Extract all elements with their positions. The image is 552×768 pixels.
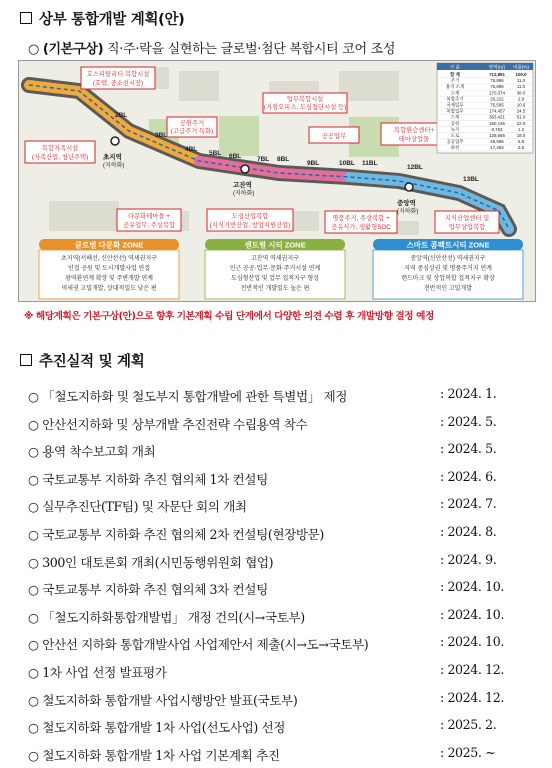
list-item xyxy=(28,686,538,714)
list-item xyxy=(28,410,538,438)
table-cell: 공공업무 xyxy=(446,139,464,145)
list-item xyxy=(28,575,538,603)
list-item-text: ○ 국토교통부 지하화 추진 협의체 3차 컨설팅 xyxy=(28,582,268,598)
zone-desc-line: 도심형산업 및 업무 집적지구 형성 xyxy=(231,276,319,282)
block-label: 4BL xyxy=(185,146,198,153)
table-cell: 22.5 xyxy=(516,120,526,126)
zone-banner-global xyxy=(39,239,179,250)
section-title-text: 추진실적 및 계획 xyxy=(39,354,145,370)
list-item-date: : 2024. 7. xyxy=(440,496,497,512)
list-item-text: ○ 국토교통부 지하화 추진 협의체 2차 컨설팅(현장방문) xyxy=(28,526,324,542)
callout-knowledge-sub: 업무상업복합 xyxy=(448,224,486,231)
table-cell: 합 계 xyxy=(450,72,460,77)
list-item-date: : 2024. 12. xyxy=(440,661,504,677)
zone-desc-line: 고잔역 역세권지구 xyxy=(250,256,300,262)
list-item-text: ○ 철도지하화 통합개발 1차 사업 기본계획 추진 xyxy=(28,747,280,763)
block-label: 8BL xyxy=(277,156,290,163)
station-label-sub: (지하화) xyxy=(233,191,255,197)
table-cell: 712,891 xyxy=(489,72,505,77)
table-cell: 하천 xyxy=(450,145,460,151)
list-item-date: : 2025. 2. xyxy=(440,717,497,733)
table-cell: 76,896 xyxy=(490,78,504,84)
callout-park: 공원주거 xyxy=(179,120,205,127)
section-title-text: 상부 통합개발 계획(안) xyxy=(39,12,185,28)
callout-urban: 도심산업복합 xyxy=(231,213,269,220)
progress-list xyxy=(28,382,538,768)
table-cell: 2.5 xyxy=(517,145,525,151)
table-cell: 10.6 xyxy=(516,102,526,108)
list-item-text: ○ 철도지하화 통합개발 사업시행방안 발표(국토부) xyxy=(28,692,298,708)
table-header: 면적(㎡) xyxy=(488,64,506,70)
table-cell: 100.0 xyxy=(515,72,527,77)
land-use-table xyxy=(437,63,533,153)
list-item-text: ○ 안산선 지하화 통합개발사업 사업제안서 제출(시→도→국토부) xyxy=(28,637,369,653)
table-cell: 도로 xyxy=(450,133,460,138)
list-item-text: ○ 철도지하화 통합개발 1차 사업(선도사업) 선정 xyxy=(28,720,286,736)
callout-hospitality-sub: (호텔, 중소전시장) xyxy=(92,80,144,87)
table-cell: 복합업무 xyxy=(446,108,464,114)
list-item xyxy=(28,741,538,768)
block-label: 9BL xyxy=(307,160,320,167)
list-item xyxy=(28,492,538,520)
table-cell: 17,493 xyxy=(490,145,504,151)
zone-title: 글로벌 다문화 ZONE xyxy=(74,240,144,250)
zone-desc-line: 광역환연계 확장 및 주변개발 연계 xyxy=(65,276,153,282)
plan-note: ※ 해당계획은 기본구상(안)으로 향후 기본계획 수립 단계에서 다양한 의견 수렴 후 개발방향 결정 예정 xyxy=(24,311,434,322)
callout-transfer-center: 복합환승센터+ xyxy=(393,127,435,134)
table-cell: 8,763 xyxy=(491,126,503,132)
zone-desc-line: 인근 공공·업무·문화·주거시설 연계 xyxy=(229,266,321,272)
list-item-text: ○ 용역 착수보고회 개최 xyxy=(28,444,156,460)
station-label: 중앙역 xyxy=(397,200,416,207)
map-illustration xyxy=(19,61,535,301)
table-cell: 11.0 xyxy=(516,78,526,84)
block-label: 3BL xyxy=(155,132,168,139)
callout-park-sub: (고급주거 특화) xyxy=(170,128,214,135)
table-cell: 363,421 xyxy=(489,114,505,120)
zone-desc-line: 초지역(서해선, 신안산선) 역세권지구 xyxy=(61,256,157,262)
table-cell: 11.0 xyxy=(516,84,526,90)
list-item-text: ○ 국토교통부 지하화 추진 협의체 1차 컨설팅 xyxy=(28,471,268,487)
callout-transfer-center-sub: 테마상업몰 xyxy=(398,136,430,143)
table-cell: 녹지 xyxy=(450,126,460,132)
zone-title: 센트럴 시티 ZONE xyxy=(244,240,306,250)
zone-desc-line: 전반적인 개발밀도 높은 편 xyxy=(240,286,310,292)
callout-culture: 다문화테마몰 + xyxy=(128,213,170,220)
list-item xyxy=(28,658,538,686)
station-label-sub: (지하화) xyxy=(103,163,125,169)
list-item-text: ○ 실무추진단(TF팀) 및 자문단 회의 개최 xyxy=(28,499,247,515)
list-item-date: : 2024. 10. xyxy=(440,634,504,650)
callout-mixed-sub: (자족산업, 청년주택) xyxy=(31,154,89,161)
zone-desc-line: 역세권 고밀개발, 상대적밀도 낮은 편 xyxy=(61,286,157,292)
list-item-date: : 2024. 10. xyxy=(440,579,504,595)
list-item-date: : 2024. 8. xyxy=(440,523,497,539)
block-label: 10BL xyxy=(339,160,355,167)
callout-business: 업무복합시설 xyxy=(286,96,324,103)
zone-banner-central xyxy=(205,239,345,250)
table-cell: 20,222 xyxy=(490,96,504,102)
list-item xyxy=(28,630,538,658)
table-cell: 6.8 xyxy=(517,139,525,145)
list-item-text: ○ 1차 사업 선정 발표평가 xyxy=(28,664,167,680)
table-header: 구 분 xyxy=(449,64,461,70)
table-cell: 1.2 xyxy=(517,126,525,132)
zone-banner-smart xyxy=(373,239,523,250)
callout-public: 공공업무 xyxy=(321,133,347,140)
table-cell: 24.5 xyxy=(516,108,526,114)
table-cell: 48,586 xyxy=(490,139,504,145)
zone-desc-line: 지역 중심상권 및 명품주거지 연계 xyxy=(404,266,492,272)
list-item-text: ○ 「철도지하화 및 철도부지 통합개발에 관한 특별법」 제정 xyxy=(28,389,348,404)
list-item-date: : 2024. 12. xyxy=(440,689,504,705)
table-cell: 76,896 xyxy=(490,84,504,90)
table-cell: 복합주거 xyxy=(446,96,464,102)
list-item-date: : 2024. 9. xyxy=(440,551,497,567)
list-item-text: ○ 300인 대토론회 개최(시민동행위원회 협업) xyxy=(28,554,274,570)
table-cell: 128,665 xyxy=(489,133,505,138)
list-item xyxy=(28,382,538,410)
callout-culture-sub: 공유업무, 주상복합 xyxy=(122,222,176,229)
block-label: 6BL xyxy=(229,153,242,160)
subtitle-text: 직·주·락을 실현하는 글로벌·첨단 복합시티 코어 조성 xyxy=(103,42,396,57)
block-label: 7BL xyxy=(257,156,270,163)
checkbox-square-icon xyxy=(20,354,32,366)
checkbox-square-icon xyxy=(20,12,32,24)
bullet-circle: ○ xyxy=(28,42,40,57)
callout-residential-sub: 공유식가, 생활형SOC xyxy=(331,224,391,231)
callout-mixed: 복합자족시설 xyxy=(41,145,79,152)
table-cell: 18.0 xyxy=(516,133,526,138)
table-cell: 75,595 xyxy=(490,102,504,108)
block-label: 5BL xyxy=(209,150,222,157)
list-item-date: : 2025. ~ xyxy=(440,744,496,760)
callout-hospitality: 호스피탈리티 복합시설 xyxy=(86,71,150,78)
table-cell: 소계 xyxy=(450,114,460,120)
table-cell: 174,457 xyxy=(489,108,505,114)
table-cell: 주거 xyxy=(450,78,460,84)
callout-business-sub: (거점오피스, 도심첨단시설 등) xyxy=(263,104,347,111)
callout-urban-sub: (지식기반산업, 창업지원산업) xyxy=(209,222,291,229)
section-title-progress xyxy=(20,350,144,371)
zone-desc-line: 전반적인 고밀개발 xyxy=(423,286,473,292)
zone-desc-line: 인접 공원 및 도시개발사업 연접 xyxy=(67,266,151,272)
list-item-date: : 2024. 1. xyxy=(440,386,497,401)
table-cell: 2.9 xyxy=(517,96,525,102)
table-cell: 공원 xyxy=(450,120,460,126)
list-item xyxy=(28,520,538,548)
list-item-date: : 2024. 5. xyxy=(440,441,497,457)
list-item xyxy=(28,465,538,493)
block-label: 13BL xyxy=(463,176,479,183)
list-item xyxy=(28,548,538,576)
list-item xyxy=(28,437,538,465)
table-cell: 소계 xyxy=(450,90,460,96)
list-item xyxy=(28,713,538,741)
list-item xyxy=(28,603,538,631)
list-item-text: ○ 「철도지하화통합개발법」 개정 건의(시→국토부) xyxy=(28,609,305,625)
station-label: 초지역 xyxy=(103,154,122,161)
zone-desc-line: 중앙역(신안산선) 역세권지구 xyxy=(410,256,486,262)
table-cell: 51.0 xyxy=(516,114,526,120)
callout-residential: 명품주거, 주상복합 + xyxy=(332,215,390,222)
list-item-text: ○ 안산선지하화 및 상부개발 추진전략 수립용역 착수 xyxy=(28,416,308,432)
callout-knowledge: 지식산업센터 및 xyxy=(444,215,490,222)
table-header: 비율(%) xyxy=(512,64,530,70)
plan-subtitle xyxy=(28,38,395,57)
table-cell: 160,136 xyxy=(489,120,505,126)
zone-title: 스마트 콤팩트시티 ZONE xyxy=(406,240,490,250)
zone-desc-line: 랜드마크 및 상업복합 집적지구 확장 xyxy=(401,276,495,282)
table-cell: 용지 소계 xyxy=(445,84,465,90)
development-plan-map xyxy=(18,60,536,302)
block-label: 2BL xyxy=(115,112,128,119)
station-label-sub: (지하화) xyxy=(397,209,419,215)
table-cell: 38.0 xyxy=(516,90,526,96)
block-label: 11BL xyxy=(362,160,378,167)
station-label: 고잔역 xyxy=(233,182,252,189)
table-cell: 270,374 xyxy=(489,90,505,96)
table-cell: 국제업무 xyxy=(446,102,464,108)
block-label: 12BL xyxy=(407,164,423,171)
list-item-date: : 2024. 5. xyxy=(440,413,497,429)
list-item-date: : 2024. 6. xyxy=(440,468,497,484)
list-item-date: : 2024. 10. xyxy=(440,606,504,622)
subtitle-bold: (기본구상) xyxy=(42,42,104,57)
section-title-plan xyxy=(20,8,185,29)
